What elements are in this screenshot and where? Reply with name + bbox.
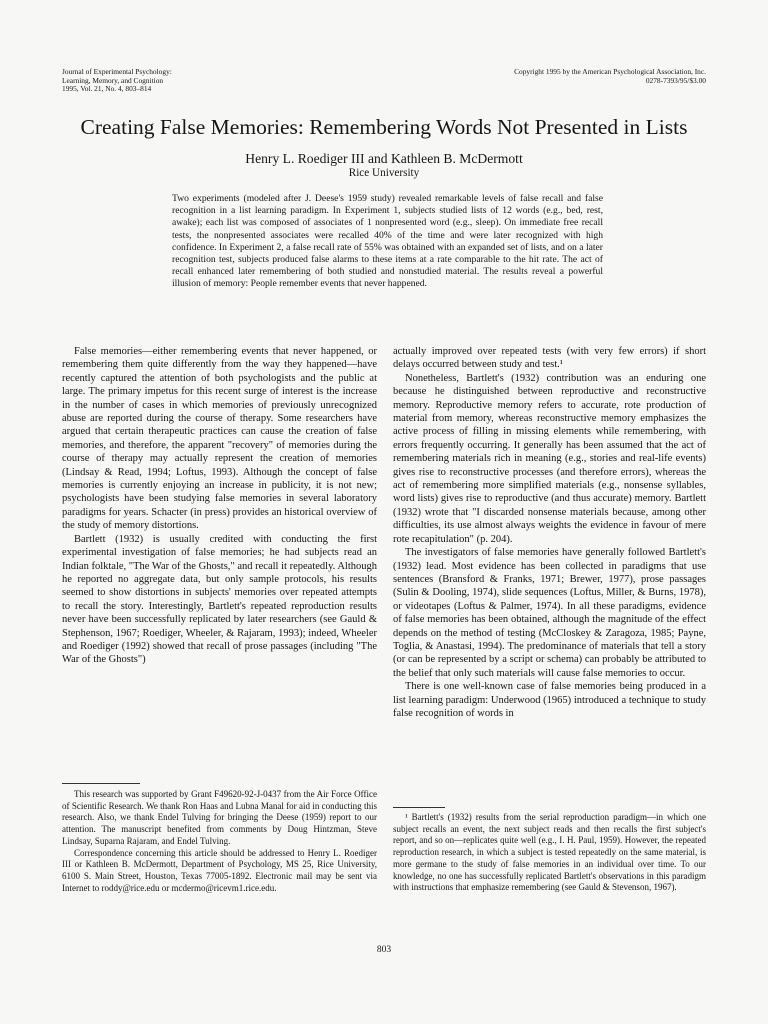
abstract: Two experiments (modeled after J. Deese's 1959 study) revealed remarkable levels of false recall and false recognition in a list learning paradigm. In Experiment 1, subjects studied lists of 12 words (e.g., bed, rest, awake); each list was composed of associates of 1 nonpresented word (e.g., sleep). On immediate free recall tests, the nonpresented associates were recalled 40% of the time and were later recognized with high confidence. In Experiment 2, a false recall rate of 55% was obtained with an expanded set of lists, and on a later recognition test, subjects produced false alarms to these items at a rate comparable to the hit rate. The act of recall enhanced later remembering of both studied and nonstudied material. The results reveal a powerful illusion of memory: People remember events that never happened. bbox=[172, 193, 603, 290]
issn-line: 0278-7393/95/$3.00 bbox=[645, 75, 706, 85]
correspondence-note: Correspondence concerning this article should be addressed to Henry L. Roediger III or Kathleen B. McDermott, Department of Psychology, MS 25, Rice University, 6100 S. Main Street, Houston, Texas 77005-1892. Electronic mail may be sent via Internet to roddy@rice.edu or mcdermo@ricevm1.rice.edu. bbox=[62, 847, 377, 893]
footnote-text: ¹ Bartlett's (1932) results from the serial reproduction paradigm—in which one subject recalls an event, the next subject reads and then recalls the first subject's report, and so on—replicates quite well (e.g., I. H. Paul, 1959). However, the repeated reproduction research, in which a subject is tested repeatedly on the same material, is more germane to the study of false memories in an individual over time. To our knowledge, no one has successfully replicated Bartlett's observations in this paradigm with instructions that emphasize remembering (see Gauld & Stevenson, 1967). bbox=[393, 812, 706, 893]
body-column-left bbox=[62, 345, 377, 667]
copyright-line: Copyright 1995 by the American Psychological Association, Inc. bbox=[514, 67, 706, 76]
journal-citation bbox=[62, 68, 172, 94]
footnote-1 bbox=[393, 812, 706, 894]
journal-name: Journal of Experimental Psychology: bbox=[62, 67, 172, 76]
footnote-divider bbox=[393, 807, 445, 808]
page-number: 803 bbox=[376, 945, 392, 955]
body-paragraph: Bartlett (1932) is usually credited with conducting the first experimental investigation of false memories; he had subjects read an Indian folktale, "The War of the Ghosts," and recall it repeatedly. Although he reported no aggregate data, but only sample protocols, his results seemed to show distortions in subjects' memories over repeated attempts to recall the story. Interestingly, Bartlett's repeated reproduction results never have been successfully replicated by later researchers (see Gauld & Stephenson, 1967; Roediger, Wheeler, & Rajaram, 1993); indeed, Wheeler and Roediger (1992) showed that recall of prose passages (including "The War of the Ghosts") bbox=[62, 533, 377, 666]
journal-volume: 1995, Vol. 21, No. 4, 803–814 bbox=[62, 84, 152, 94]
body-paragraph: There is one well-known case of false memories being produced in a list learning paradigm: Underwood (1965) introduced a technique to study false recognition of words in bbox=[393, 681, 706, 719]
author-affiliation: Rice University bbox=[348, 167, 420, 179]
copyright-notice bbox=[514, 68, 706, 85]
body-paragraph: False memories—either remembering events that never happened, or remembering them quite differently from the way they happened—have recently captured the attention of both psychologists and the public at large. The primary impetus for this recent surge of interest is the increase in the number of cases in which memories of previously unrecognized abuse are reported during the course of therapy. Some researchers have argued that certain therapeutic practices can cause the creation of false memories, and therefore, the apparent "recovery" of memories during the course of therapy may actually represent the creation of memories (Lindsay & Read, 1994; Loftus, 1993). Although the concept of false memories is currently enjoying an increase in publicity, it is not new; psychologists have been studying false memories in several laboratory paradigms for years. Schacter (in press) provides an historical overview of the study of memory distortions. bbox=[62, 346, 377, 532]
paper-title: Creating False Memories: Remembering Words Not Presented in Lists bbox=[80, 115, 688, 139]
paper-authors: Henry L. Roediger III and Kathleen B. McDermott bbox=[245, 151, 523, 166]
body-paragraph: The investigators of false memories have generally followed Bartlett's (1932) lead. Most evidence has been collected in paradigms that use sentences (Bransford & Franks, 1971; Brewer, 1977), prose passages (Sulin & Dooling, 1974), slide sequences (Loftus, Miller, & Burns, 1978), or videotapes (Loftus & Palmer, 1974). In all these paradigms, evidence of false memories has been obtained, although the magnitude of the effect depends on the method of testing (McCloskey & Zaragoza, 1985; Payne, Toglia, & Anastasi, 1994). The predominance of materials that tell a story (or can be represented by a script or schema) can probably be attributed to the belief that only such materials will cause false memories to occur. bbox=[393, 547, 706, 679]
funding-note: This research was supported by Grant F49620-92-J-0437 from the Air Force Office of Scientific Research. We thank Ron Haas and Lubna Manal for aid in conducting this research. Also, we thank Endel Tulving for bringing the Deese (1959) report to our attention. The manuscript benefited from comments by Doug Hintzman, Steve Lindsay, Suparna Rajaram, and Endel Tulving. bbox=[62, 789, 377, 846]
body-paragraph-continued: actually improved over repeated tests (with very few errors) if short delays occurred between study and test.¹ bbox=[393, 346, 706, 371]
body-column-right bbox=[393, 345, 706, 720]
journal-subtitle: Learning, Memory, and Cognition bbox=[62, 75, 164, 85]
footnote-divider bbox=[62, 783, 140, 784]
author-note bbox=[62, 789, 377, 894]
body-paragraph: Nonetheless, Bartlett's (1932) contribution was an enduring one because he distinguished between reproductive and reconstructive memory. Reproductive memory refers to accurate, rote production of material from memory, whereas reconstructive memory emphasizes the active process of filling in missing elements while remembering, with errors frequently occurring. It generally has been assumed that the act of remembering materials rich in meaning (e.g., stories and real-life events) gives rise to reconstructive processes (and therefore errors), whereas the act of remembering more simplified materials (e.g., nonsense syllables, word lists) gives rise to reproductive (and thus accurate) memory. Bartlett (1932) wrote that "I discarded nonsense materials because, among other difficulties, its use almost always weights the evidence in favour of mere rote recapitulation" (p. 204). bbox=[393, 372, 706, 545]
